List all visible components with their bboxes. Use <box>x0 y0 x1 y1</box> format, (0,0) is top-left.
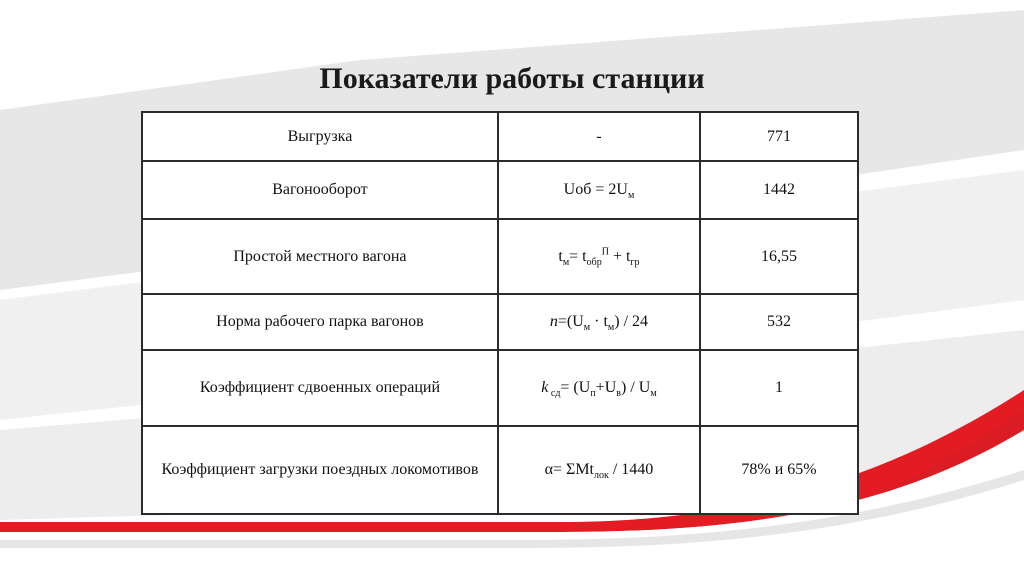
metric-formula: - <box>498 112 700 161</box>
metric-name: Коэффициент загрузки поездных локомотивов <box>142 426 498 514</box>
metric-value: 532 <box>700 294 858 350</box>
station-metrics-table <box>141 111 859 515</box>
metric-formula: Uоб = $2U_м$ <box>498 161 700 219</box>
metric-name: Простой местного вагона <box>142 219 498 294</box>
metric-name: Коэффициент сдвоенных операций <box>142 350 498 426</box>
slide-title: Показатели работы станции <box>319 62 705 95</box>
table-row <box>142 294 858 350</box>
metric-formula: α= ΣMt$_{лок}$ / 1440 <box>498 426 700 514</box>
metric-value: 1442 <box>700 161 858 219</box>
metric-value: 78% и 65% <box>700 426 858 514</box>
metric-formula: $t_м= t_{обр}^П + t_{гр}$ <box>498 219 700 294</box>
table-row <box>142 112 858 161</box>
metric-value: 771 <box>700 112 858 161</box>
table-row <box>142 426 858 514</box>
metric-name: Норма рабочего парка вагонов <box>142 294 498 350</box>
table-row <box>142 161 858 219</box>
metric-name: Выгрузка <box>142 112 498 161</box>
table-row <box>142 350 858 426</box>
metric-value: 1 <box>700 350 858 426</box>
table-row <box>142 219 858 294</box>
metric-name: Вагонооборот <box>142 161 498 219</box>
metric-formula: k $_{сд}= (U_п+U_в) / U_м$ <box>498 350 700 426</box>
metric-value: 16,55 <box>700 219 858 294</box>
metric-formula: $n=(U_м \cdot t_м) / 24$ <box>498 294 700 350</box>
